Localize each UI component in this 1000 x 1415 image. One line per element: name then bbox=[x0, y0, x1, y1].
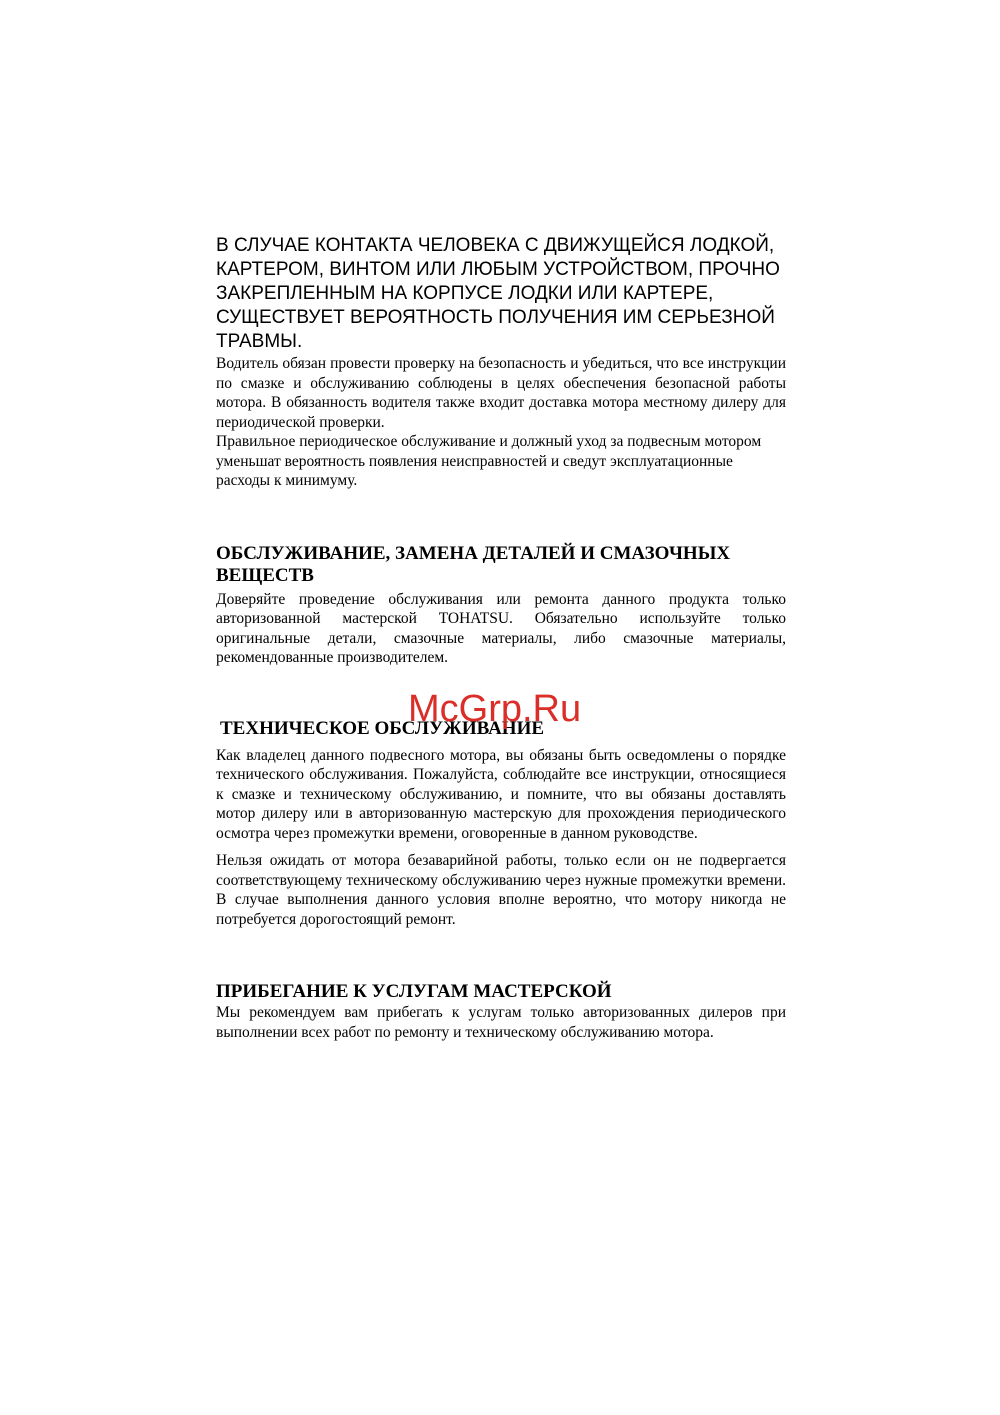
intro-paragraph-1: Водитель обязан провести проверку на безопасность и убедиться, что все инструкции по смазке и обслуживанию соблюдены в целях обеспечения безопасной работы мотора. В обязанность водителя также входит доставка мотора местному дилеру для периодической проверки. bbox=[216, 355, 786, 431]
section-body-technical-service-1: Как владелец данного подвесного мотора, вы обязаны быть осведомлены о порядке технического обслуживания. Пожалуйста, соблюдайте все инструкции, относящиеся к смазке и техническому обслуживанию, и помните, что вы обязаны доставлять мотор дилеру или в авторизованную мастерскую для прохождения периодического осмотра через промежутки времени, оговоренные в данном руководстве. bbox=[216, 746, 786, 842]
watermark-logo: McGrp.Ru bbox=[408, 688, 582, 730]
section-heading-workshop-services: ПРИБЕГАНИЕ К УСЛУГАМ МАСТЕРСКОЙ bbox=[216, 981, 612, 1002]
section-body-technical-service-2: Нельзя ожидать от мотора безаварийной работы, только если он не подвергается соответствующему техническому обслуживанию через нужные промежутки времени. В случае выполнения данного условия вполне вероятно, что мотору никогда не потребуется дорогостоящий ремонт. bbox=[216, 852, 786, 928]
section-heading-maintenance-parts: ОБСЛУЖИВАНИЕ, ЗАМЕНА ДЕТАЛЕЙ И СМАЗОЧНЫХ ВЕЩЕСТВ bbox=[216, 542, 731, 586]
warning-text: В СЛУЧАЕ КОНТАКТА ЧЕЛОВЕКА С ДВИЖУЩЕЙСЯ ЛОДКОЙ, КАРТЕРОМ, ВИНТОМ ИЛИ ЛЮБЫМ УСТРОЙСТВОМ, ПРОЧНО ЗАКРЕПЛЕННЫМ НА КОРПУСЕ ЛОДКИ ИЛИ КАРТЕРЕ, СУЩЕСТВУЕТ ВЕРОЯТНОСТЬ ПОЛУЧЕНИЯ ИМ СЕРЬЕЗНОЙ ТРАВМЫ. bbox=[216, 235, 780, 352]
section-heading-technical-service: ТЕХНИЧЕСКОЕ ОБСЛУЖИВАНИЕ bbox=[220, 717, 545, 739]
section-body-maintenance-parts: Доверяйте проведение обслуживания или ремонта данного продукта только авторизованной мастерской TOHATSU. Обязательно используйте только оригинальные детали, смазочные материалы, либо смазочные материалы, рекомендованные производителем. bbox=[216, 590, 786, 666]
section-body-workshop-services: Мы рекомендуем вам прибегать к услугам только авторизованных дилеров при выполнении всех работ по ремонту и техническому обслуживанию мотора. bbox=[216, 1004, 786, 1041]
intro-paragraph-2: Правильное периодическое обслуживание и должный уход за подвесным мотором уменьшат вероятность появления неисправностей и сведут эксплуатационные расходы к минимуму. bbox=[216, 433, 762, 489]
document-page bbox=[216, 234, 786, 1042]
